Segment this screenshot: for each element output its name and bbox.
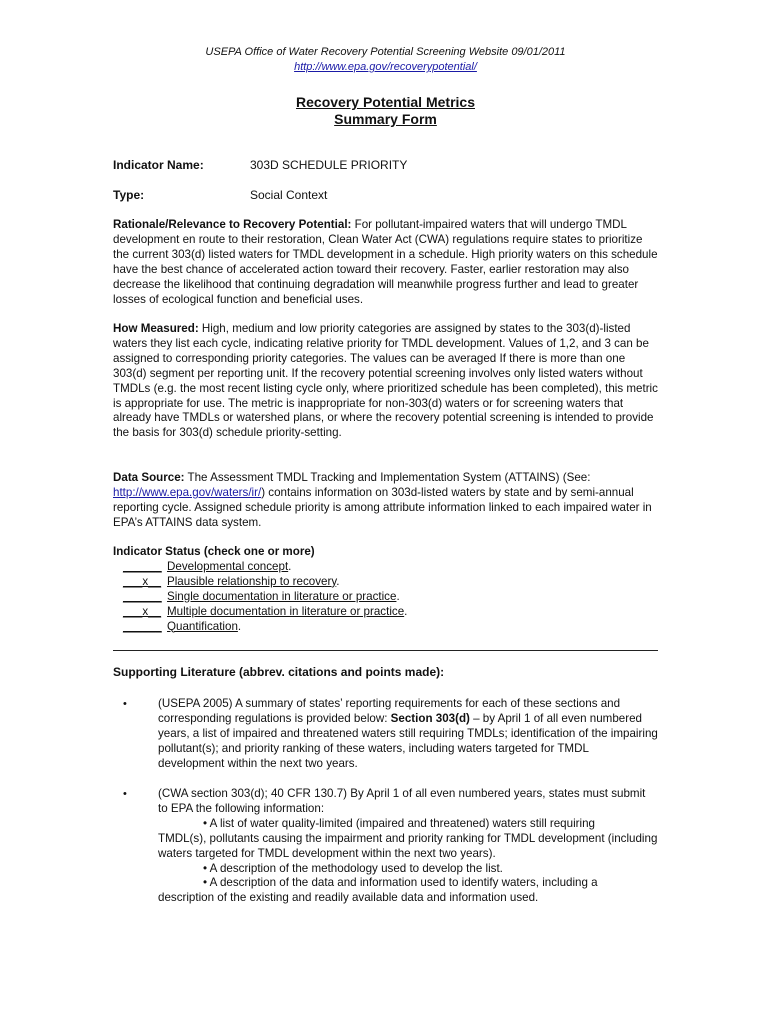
status-option-plausible[interactable] — [113, 575, 658, 590]
header-url-link[interactable]: http://www.epa.gov/recoverypotential/ — [294, 61, 477, 73]
how-measured-paragraph — [113, 322, 658, 441]
status-label: Single documentation in literature or practice — [167, 589, 397, 603]
literature-subpoint: • A list of water quality-limited (impaired and threatened) waters still requiring — [203, 816, 595, 830]
status-suffix: . — [396, 589, 400, 603]
status-label: Developmental concept — [167, 559, 289, 573]
status-mark: ___x__ — [123, 574, 162, 588]
rationale-text: For pollutant-impaired waters that will undergo TMDL development en route to their restoration, Clean Water Act (CWA) regulations require states to prioritize the current 303(d) listed waters for TMDL development in a schedule. High priority waters on this schedule have the best chance of accelerated action toward their recovery. Faster, earlier restoration may also decrease the likelihood that continuing degradation will meanwhile progress further and lead to greater losses of ecological function and beneficial uses. — [113, 218, 658, 306]
indicator-status-block — [113, 545, 658, 634]
status-option-single-documentation[interactable] — [113, 590, 658, 605]
indicator-name-label: Indicator Name: — [113, 158, 204, 172]
literature-item-text — [158, 787, 658, 906]
type-label: Type: — [113, 188, 145, 202]
literature-text: (USEPA 2005) A summary of states’ reporting requirements for each of these sections and corresponding regulations is provided below: — [158, 697, 621, 725]
literature-subpoint: • A description of the methodology used to develop the list. — [203, 861, 503, 875]
form-title: Recovery Potential Metrics — [296, 94, 475, 110]
section-divider — [113, 650, 658, 651]
literature-text: (CWA section 303(d); 40 CFR 130.7) By April 1 of all even numbered years, states must submit to EPA the following information: — [158, 787, 646, 815]
type-value: Social Context — [250, 188, 328, 202]
rationale-label: Rationale/Relevance to Recovery Potential: — [113, 218, 352, 231]
status-mark: ______ — [123, 559, 162, 573]
status-suffix: . — [404, 604, 408, 618]
data-source-label: Data Source: — [113, 471, 185, 484]
indicator-name-value: 303D SCHEDULE PRIORITY — [250, 158, 408, 172]
data-source-text-cont: ) contains information on 303d-listed waters by state and by semi-annual reporting cycle. Assigned schedule priority is among attribute information linked to each impaired water in EPA’s ATTAINS data system. — [113, 485, 652, 529]
bullet-icon: • — [123, 698, 127, 710]
indicator-status-title: Indicator Status (check one or more) — [113, 545, 315, 558]
attains-link[interactable]: http://www.epa.gov/waters/ir/ — [113, 485, 262, 499]
literature-subpoint: • A description of the data and information used to identify waters, including a — [203, 876, 598, 890]
literature-subpoint-cont: TMDL(s), pollutants causing the impairment and priority ranking for TMDL development (including waters targeted for TMDL development within the next two years). — [158, 831, 658, 860]
status-label: Multiple documentation in literature or practice — [167, 604, 405, 618]
status-option-multiple-documentation[interactable] — [113, 605, 658, 620]
status-suffix: . — [288, 559, 292, 573]
header-line: USEPA Office of Water Recovery Potential Screening Website 09/01/2011 — [205, 46, 566, 58]
rationale-paragraph — [113, 218, 658, 307]
form-subtitle: Summary Form — [334, 111, 437, 127]
status-label: Quantification — [167, 619, 238, 633]
data-source-text: The Assessment TMDL Tracking and Implementation System (ATTAINS) (See: — [184, 471, 591, 484]
status-mark: ______ — [123, 619, 162, 633]
status-mark: ______ — [123, 589, 162, 603]
literature-item-text — [158, 697, 658, 772]
how-measured-text: High, medium and low priority categories are assigned by states to the 303(d)-listed waters they list each cycle, indicating relative priority for TMDL development. Values of 1,2, and 3 can be assigned to corresponding priority categories. The values can be averaged If there is more than one 303(d) segment per reporting unit. If the recovery potential screening involves only listed waters without TMDLs (e.g. the most recent listing cycle only, where prioritized schedule has been completed), this metric is appropriate for use. The metric is inappropriate for non-303(d) waters or for screening waters that already have TMDLs or watershed plans, or where the recovery potential screening is intended to provide the basis for 303(d) schedule priority-setting. — [113, 322, 658, 440]
bullet-icon: • — [123, 788, 127, 800]
supporting-literature-heading: Supporting Literature (abbrev. citations and points made): — [113, 665, 445, 679]
literature-text: – by April 1 of all even numbered years, a list of impaired and threatened waters still requiring TMDLs; identification of the impairing pollutant(s); and priority ranking of these waters, including waters targeted for TMDL development within the next two years. — [158, 711, 658, 770]
status-label: Plausible relationship to recovery — [167, 574, 337, 588]
literature-subpoint-cont: description of the existing and readily available data and information used. — [158, 891, 539, 905]
status-mark: ___x__ — [123, 604, 162, 618]
status-option-quantification[interactable] — [113, 620, 658, 635]
status-suffix: . — [336, 574, 340, 588]
status-option-developmental[interactable] — [113, 560, 658, 575]
data-source-paragraph — [113, 471, 658, 531]
status-suffix: . — [237, 619, 242, 633]
how-measured-label: How Measured: — [113, 322, 199, 335]
literature-bold-text: Section 303(d) — [390, 711, 470, 725]
